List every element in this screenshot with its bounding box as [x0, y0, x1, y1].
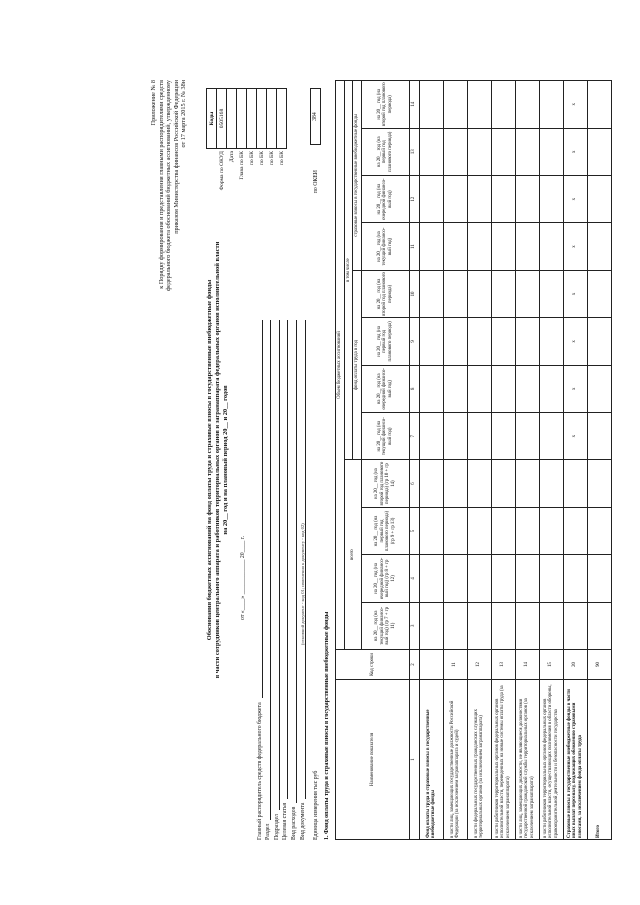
- value-cell[interactable]: [419, 412, 443, 459]
- value-cell[interactable]: [515, 128, 539, 175]
- row-indicator-name: в части работников территориальных органов федеральных органов исполнительной власти, осуществляющих полномочия в области обороны, правоохранительной деятельности и безопасности государства: [539, 680, 563, 840]
- value-cell[interactable]: [467, 318, 491, 365]
- value-cell[interactable]: [467, 128, 491, 175]
- table-row: [515, 81, 539, 840]
- value-cell[interactable]: [419, 555, 443, 602]
- value-cell[interactable]: x: [563, 412, 587, 459]
- column-number: 9: [409, 318, 419, 365]
- value-cell[interactable]: [539, 128, 563, 175]
- col-fot-next: на 20__ год (на очередной финансо-вый год): [361, 365, 409, 412]
- value-cell[interactable]: [467, 270, 491, 317]
- value-cell[interactable]: [419, 128, 443, 175]
- row-code: 11: [443, 650, 467, 680]
- appendix-line: федерального бюджета обоснований бюджетных ассигнований, утвержденному: [165, 80, 173, 291]
- value-cell[interactable]: [443, 602, 467, 649]
- col-total-current: на 20__ год (на текущий финансо-вый год) (гр 7 + гр 11): [361, 602, 409, 649]
- row-code: 12: [467, 650, 491, 680]
- value-cell[interactable]: [419, 460, 443, 507]
- value-cell[interactable]: [491, 223, 515, 270]
- column-number: 4: [409, 555, 419, 602]
- column-number: 14: [409, 81, 419, 129]
- value-cell[interactable]: [491, 555, 515, 602]
- value-cell[interactable]: [419, 81, 443, 129]
- head-indicator: Наименование показателя: [336, 680, 410, 840]
- value-cell[interactable]: [587, 460, 611, 507]
- bk-value[interactable]: [277, 89, 287, 149]
- bk-label: по БК: [278, 151, 285, 166]
- value-cell[interactable]: [515, 175, 539, 222]
- value-cell[interactable]: [467, 223, 491, 270]
- value-cell[interactable]: [443, 365, 467, 412]
- value-cell[interactable]: [587, 81, 611, 129]
- okei-label: по ОКЕИ: [313, 170, 319, 194]
- date-value[interactable]: [227, 89, 237, 149]
- glava-label: Глава по БК: [238, 151, 245, 180]
- value-cell[interactable]: x: [563, 175, 587, 222]
- row-indicator-name: в части лиц, замещающих государственные должности Российской Федерации (за исключением загранаппарата и судей): [443, 680, 467, 840]
- row-code: [419, 650, 443, 680]
- head-including: в том числе: [344, 81, 353, 460]
- field-label: Раздел: [265, 823, 272, 840]
- field-row: [280, 320, 289, 840]
- table-row: [467, 81, 491, 840]
- column-number: 2: [409, 650, 419, 680]
- value-cell[interactable]: [443, 555, 467, 602]
- value-cell[interactable]: [491, 412, 515, 459]
- table-row: [491, 81, 515, 840]
- row-indicator-name: Страховые взносы в государственные внебюджетные фонды в части иных выплат персоналу, подлежащих обложению страховыми взносами, за исключением фонда оплаты труда: [563, 680, 587, 840]
- value-cell[interactable]: [515, 412, 539, 459]
- column-number: 13: [409, 128, 419, 175]
- document-kind-hint: (основной документ - код 01; изменения к документу - код 02): [300, 523, 305, 645]
- value-cell[interactable]: x: [563, 128, 587, 175]
- value-cell[interactable]: [491, 81, 515, 129]
- col-total-plan1: на 20__ год (на первый год планового периода) (гр 9 + гр 13): [361, 507, 409, 554]
- value-cell[interactable]: [467, 555, 491, 602]
- value-cell[interactable]: [443, 223, 467, 270]
- col-ins-plan2: на 20__ год (на второй год планового периода): [361, 81, 409, 129]
- value-cell[interactable]: [491, 365, 515, 412]
- value-cell[interactable]: [467, 460, 491, 507]
- value-cell[interactable]: [491, 507, 515, 554]
- column-number: 1: [409, 680, 419, 840]
- bk-value[interactable]: [257, 89, 267, 149]
- value-cell[interactable]: [515, 460, 539, 507]
- value-cell[interactable]: [587, 602, 611, 649]
- codes-header: Коды: [207, 89, 217, 149]
- value-cell[interactable]: x: [563, 81, 587, 129]
- field-line[interactable]: [290, 320, 297, 803]
- bk-label: по БК: [258, 151, 265, 166]
- row-code: 14: [515, 650, 539, 680]
- head-code: Код строки: [336, 650, 410, 680]
- value-cell[interactable]: [467, 81, 491, 129]
- unit-of-measure: Единица измерения тыс руб: [313, 770, 319, 840]
- value-cell[interactable]: [539, 412, 563, 459]
- value-cell[interactable]: x: [563, 223, 587, 270]
- value-cell[interactable]: [539, 365, 563, 412]
- table-row: [563, 81, 587, 840]
- field-label: Подраздел: [273, 814, 280, 840]
- glava-value[interactable]: [237, 89, 247, 149]
- field-label: Главный распорядитель средств федерального бюджета: [256, 702, 263, 840]
- value-cell[interactable]: [563, 460, 587, 507]
- indicators-table: [335, 80, 612, 840]
- value-cell[interactable]: [539, 460, 563, 507]
- field-label: Вид расходов: [290, 806, 297, 840]
- column-number: 12: [409, 175, 419, 222]
- col-fot-plan2: на 20__ год (на второй год планового периода): [361, 270, 409, 317]
- field-line[interactable]: [256, 320, 263, 698]
- column-number: 8: [409, 365, 419, 412]
- title-line: в части сотрудников центрального аппарата и работников территориальных органов и загранаппарата федеральных органов исполнительной власти: [213, 241, 221, 679]
- column-number: 11: [409, 223, 419, 270]
- value-cell[interactable]: [515, 555, 539, 602]
- value-cell[interactable]: [467, 412, 491, 459]
- value-cell[interactable]: [539, 507, 563, 554]
- value-cell[interactable]: [587, 175, 611, 222]
- field-line[interactable]: [281, 320, 288, 799]
- value-cell[interactable]: [563, 602, 587, 649]
- row-indicator-name: Итого: [587, 680, 611, 840]
- col-ins-plan1: на 20__ год (на первый год планового периода): [361, 128, 409, 175]
- bk-label: по БК: [268, 151, 275, 166]
- value-cell[interactable]: [419, 507, 443, 554]
- value-cell[interactable]: [491, 318, 515, 365]
- col-total-next: на 20__ год (на очередной финансо-вый год) (гр 8 + гр 12): [361, 555, 409, 602]
- value-cell[interactable]: [419, 175, 443, 222]
- value-cell[interactable]: [587, 555, 611, 602]
- head-total: всего: [344, 460, 361, 650]
- period-line: от «____» ____________ 20____ г.: [240, 536, 246, 620]
- title-line: на 20__ год и на плановый период 20__ и 20__ годов: [221, 385, 229, 535]
- row-code: 20: [563, 650, 587, 680]
- row-indicator-name: в части лиц, замещающих должности, не являющиеся должностями государственной гражданской службы территориальных органов (за исключением загранаппарата): [515, 680, 539, 840]
- section-heading: 1. Фонд оплаты труда и страховые взносы в государственные внебюджетные фонды: [324, 611, 330, 840]
- row-code: 15: [539, 650, 563, 680]
- table-row: [587, 81, 611, 840]
- field-line[interactable]: [273, 320, 280, 810]
- table-body: [419, 81, 611, 840]
- header-fields: [254, 320, 306, 840]
- row-code: 13: [491, 650, 515, 680]
- column-number: 7: [409, 412, 419, 459]
- value-cell[interactable]: [587, 223, 611, 270]
- title-line: Обоснования бюджетных ассигнований на фонд оплаты труда и страховые взносы в государственные внебюджетные фонды: [206, 279, 213, 641]
- table-row: [539, 81, 563, 840]
- value-cell[interactable]: [515, 223, 539, 270]
- value-cell[interactable]: [563, 555, 587, 602]
- okei-value[interactable]: 384: [310, 88, 321, 145]
- value-cell[interactable]: [443, 175, 467, 222]
- col-fot-plan1: на 20__ год (на первый год планового периода): [361, 318, 409, 365]
- value-cell[interactable]: [539, 555, 563, 602]
- value-cell[interactable]: [467, 175, 491, 222]
- value-cell[interactable]: [419, 223, 443, 270]
- value-cell[interactable]: [539, 318, 563, 365]
- value-cell[interactable]: [563, 507, 587, 554]
- col-fot-current: на 20__ год (на текущий финансо-вый год): [361, 412, 409, 459]
- value-cell[interactable]: [587, 270, 611, 317]
- value-cell[interactable]: [419, 365, 443, 412]
- column-number: 3: [409, 602, 419, 649]
- table-row: [443, 81, 467, 840]
- value-cell[interactable]: x: [563, 270, 587, 317]
- value-cell[interactable]: [539, 270, 563, 317]
- bk-value[interactable]: [267, 89, 277, 149]
- value-cell[interactable]: [539, 223, 563, 270]
- value-cell[interactable]: [419, 318, 443, 365]
- value-cell[interactable]: [539, 602, 563, 649]
- value-cell[interactable]: [443, 128, 467, 175]
- field-row: [288, 320, 297, 840]
- value-cell[interactable]: [515, 365, 539, 412]
- appendix-line: к Порядку формирования и представления главными распорядителями средств: [157, 80, 165, 289]
- appendix-line: Приложение № 8: [150, 80, 157, 126]
- value-cell[interactable]: [587, 128, 611, 175]
- field-label: Вид документа: [299, 802, 306, 840]
- value-cell[interactable]: [587, 365, 611, 412]
- value-cell[interactable]: [491, 270, 515, 317]
- value-cell[interactable]: [443, 81, 467, 129]
- head-volume: Объем бюджетных ассигнований: [336, 81, 345, 650]
- field-label: Целевая статья: [282, 802, 289, 840]
- head-insurance: страховые взносы в государственные внебюджетные фонды: [353, 81, 362, 271]
- value-cell[interactable]: [443, 318, 467, 365]
- rotated-form-page: [150, 80, 602, 840]
- value-cell[interactable]: [515, 318, 539, 365]
- value-cell[interactable]: [515, 602, 539, 649]
- appendix-line: от 17 марта 2015 г. № 38н: [180, 80, 188, 148]
- col-ins-next: на 20__ год (на очередной финансо-вый год): [361, 175, 409, 222]
- value-cell[interactable]: [539, 175, 563, 222]
- value-cell[interactable]: [491, 460, 515, 507]
- bk-label: по БК: [248, 151, 255, 166]
- appendix-note: [150, 80, 188, 410]
- okud-value[interactable]: 0505168: [217, 89, 227, 149]
- row-indicator-name: Фонд оплаты труда и страховые взносы в государственные внебюджетные фонды: [419, 680, 443, 840]
- column-numbers-row: [409, 81, 419, 840]
- column-number: 6: [409, 460, 419, 507]
- column-number: 5: [409, 507, 419, 554]
- value-cell[interactable]: [491, 128, 515, 175]
- value-cell[interactable]: [443, 412, 467, 459]
- value-cell[interactable]: [419, 602, 443, 649]
- value-cell[interactable]: [515, 507, 539, 554]
- value-cell[interactable]: [587, 507, 611, 554]
- value-cell[interactable]: x: [563, 318, 587, 365]
- appendix-line: приказом Министерства финансов Российской Федерации: [172, 80, 180, 234]
- field-line[interactable]: [264, 320, 271, 820]
- value-cell[interactable]: [419, 270, 443, 317]
- value-cell[interactable]: [491, 602, 515, 649]
- value-cell[interactable]: [515, 81, 539, 129]
- value-cell[interactable]: [587, 412, 611, 459]
- value-cell[interactable]: [443, 507, 467, 554]
- field-row: [263, 320, 272, 840]
- bk-value[interactable]: [247, 89, 257, 149]
- head-fot: фонд оплаты труда в год: [353, 270, 362, 460]
- value-cell[interactable]: [467, 365, 491, 412]
- value-cell[interactable]: [587, 318, 611, 365]
- col-total-plan2: на 20__ год (на второй год планового периода) (гр 10 + гр 14): [361, 460, 409, 507]
- row-code: 90: [587, 650, 611, 680]
- value-cell[interactable]: [539, 81, 563, 129]
- table-row: [419, 81, 443, 840]
- value-cell[interactable]: [443, 270, 467, 317]
- value-cell[interactable]: [515, 270, 539, 317]
- okud-label: Форма по ОКУД: [218, 151, 225, 191]
- value-cell[interactable]: x: [563, 365, 587, 412]
- row-indicator-name: в части работников территориальных органов федеральных органов исполнительной власти, переведенных на новые системы оплаты труда (за исключением загранаппарата): [491, 680, 515, 840]
- codes-box: [206, 88, 287, 248]
- value-cell[interactable]: [443, 460, 467, 507]
- column-number: 10: [409, 270, 419, 317]
- date-label: Дата: [228, 151, 235, 163]
- field-row: [271, 320, 280, 840]
- value-cell[interactable]: [467, 507, 491, 554]
- row-indicator-name: в части федеральных государственных гражданских служащих территориальных органов (за исключением загранаппарата): [467, 680, 491, 840]
- field-row: [254, 320, 263, 840]
- value-cell[interactable]: [467, 602, 491, 649]
- col-ins-current: на 20__ год (на текущий финансо-вый год): [361, 223, 409, 270]
- value-cell[interactable]: [491, 175, 515, 222]
